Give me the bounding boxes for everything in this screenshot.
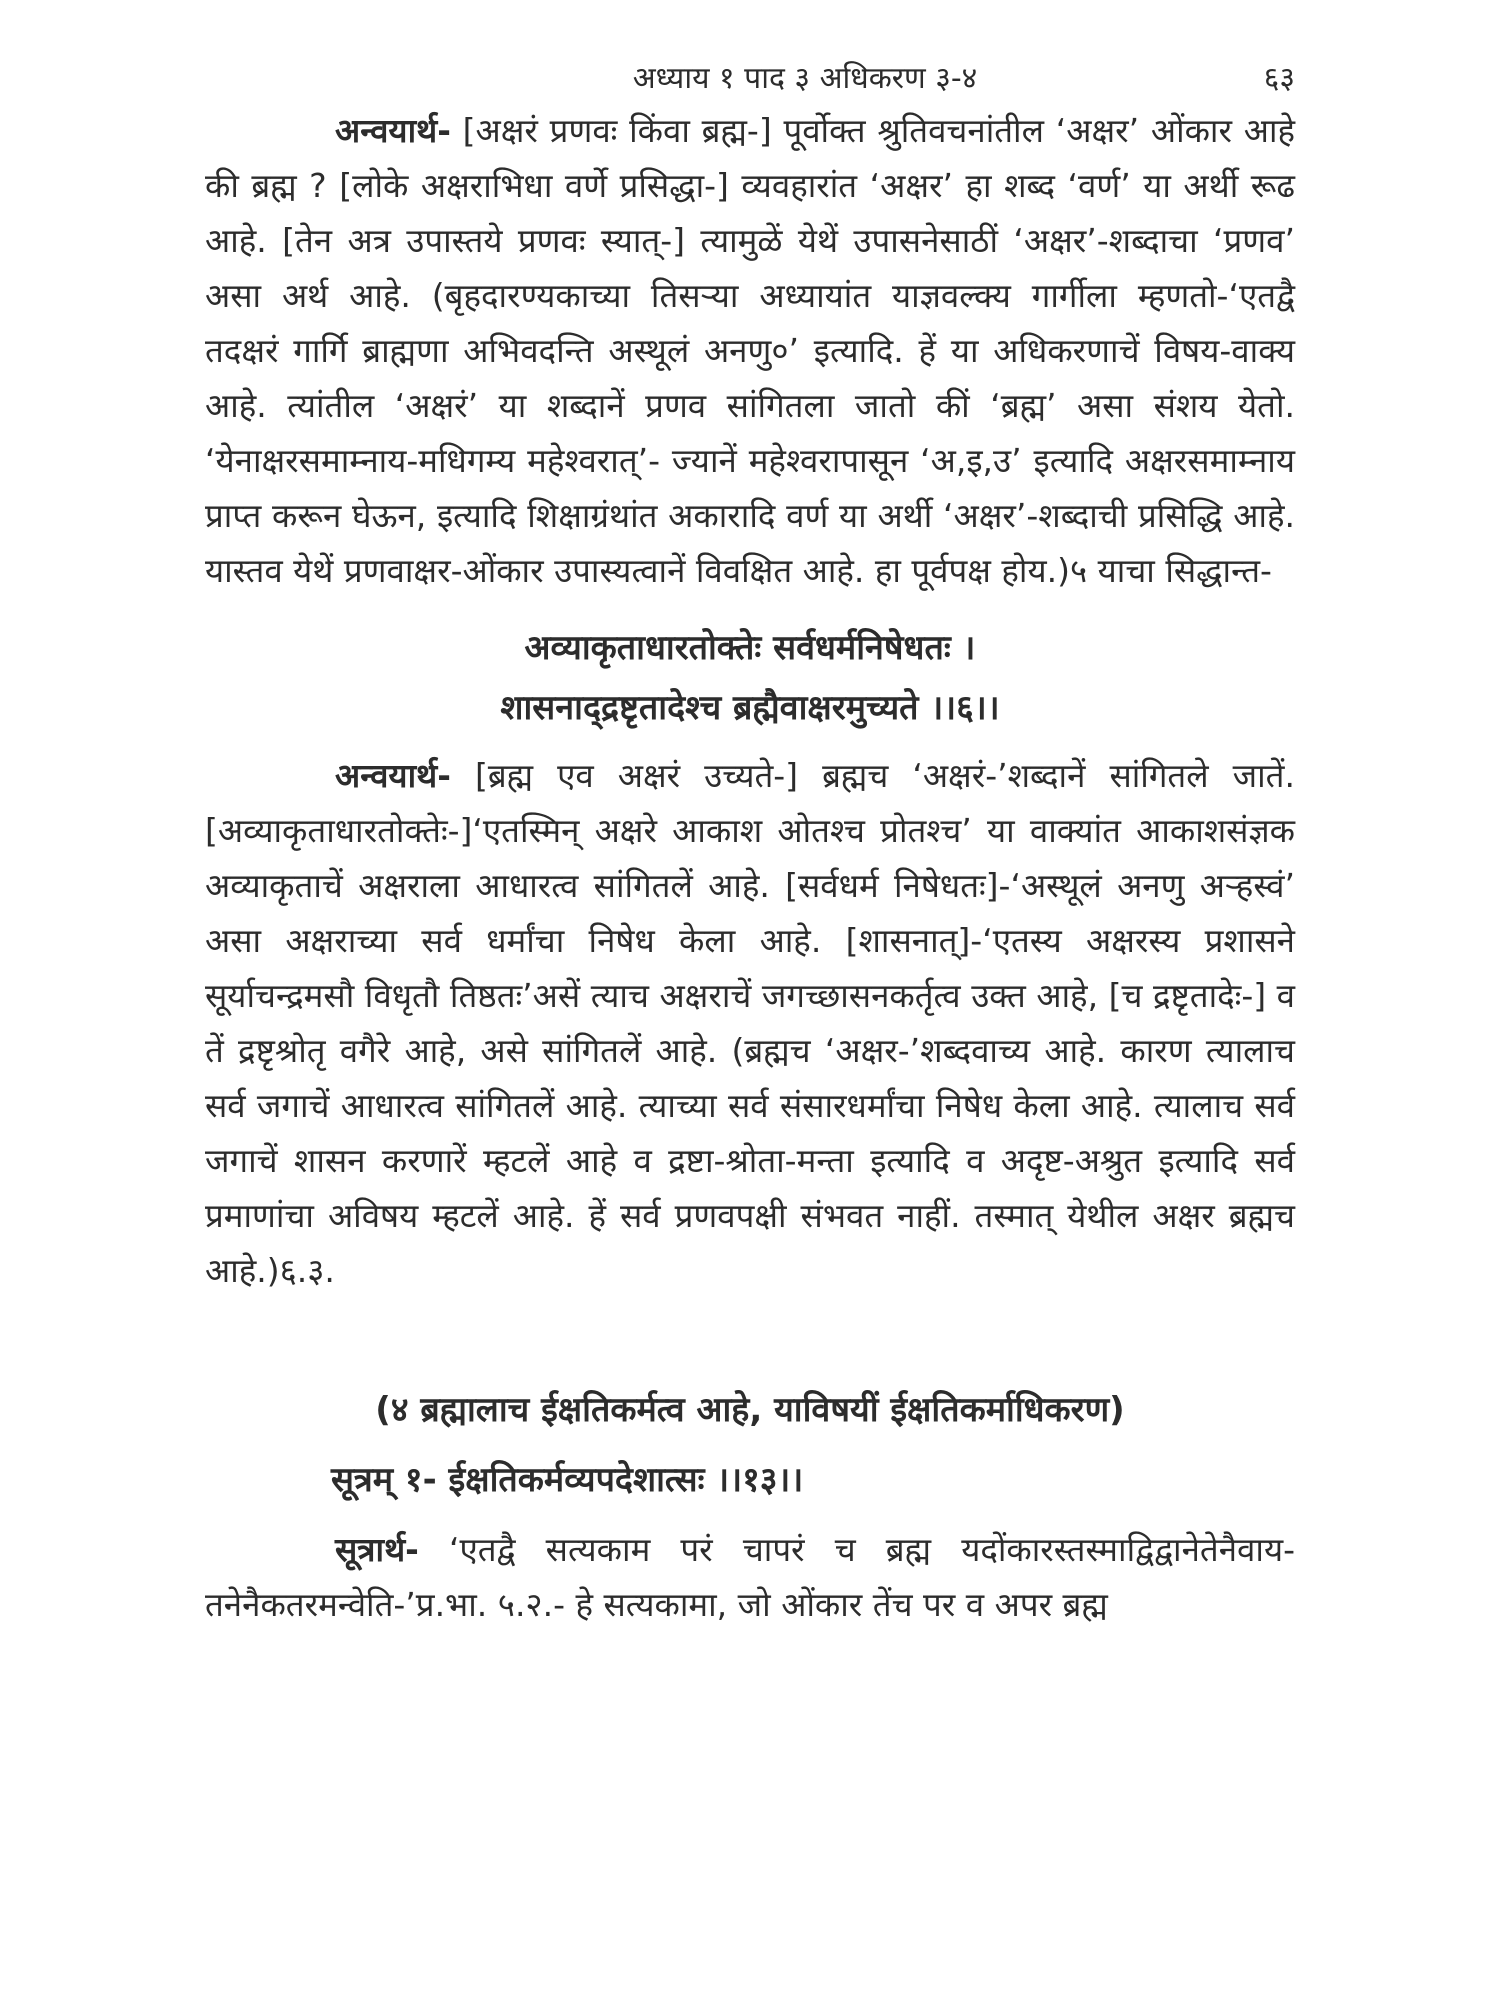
page-number: ६३ bbox=[1263, 61, 1295, 96]
sutra-line: सूत्रम् १- ईक्षतिकर्मव्यपदेशात्सः ।।१३।। bbox=[331, 1460, 804, 1500]
paragraph-text: ‘एतद्वै सत्यकाम परं चापरं च ब्रह्म यदोंकारस्तस्माद्विद्वानेतेनैवाय-तनेनैकतरमन्वेति-’प्र.भा. ५.२.- हे सत्यकामा, जो ओंकार तेंच पर व अपर ब्रह्म bbox=[205, 1530, 1295, 1624]
running-head: अध्याय १ पाद ३ अधिकरण ३-४ bbox=[632, 61, 978, 96]
paragraph-lead: सूत्रार्थ- bbox=[335, 1530, 419, 1569]
paragraph-sutrartha bbox=[205, 1522, 1295, 1632]
section-heading: (४ ब्रह्मालाच ईक्षतिकर्मत्व आहे, याविषयीं ईक्षतिकर्माधिकरण) bbox=[375, 1390, 1125, 1430]
paragraph-anvayartha-1 bbox=[205, 103, 1295, 598]
verse-line-2: शासनाद्द्रष्टृतादेश्च ब्रह्मैवाक्षरमुच्यते ।।६।। bbox=[500, 688, 1000, 728]
paragraph-text: [अक्षरं प्रणवः किंवा ब्रह्म-] पूर्वोक्त श्रुतिवचनांतील ‘अक्षर’ ओंकार आहे की ब्रह्म ? [लोके अक्षराभिधा वर्णे प्रसिद्धा-] व्यवहारांत ‘अक्षर’ हा शब्द ‘वर्ण’ या अर्थी रूढ आहे. [तेन अत्र उपास्तये प्रणवः स्यात्-] त्यामुळें येथें उपासनेसाठीं ‘अक्षर’-शब्दाचा ‘प्रणव’ असा अर्थ आहे. (बृहदारण्यकाच्या तिसऱ्या अध्यायांत याज्ञवल्क्य गार्गीला म्हणतो-‘एतद्वै तदक्षरं गार्गि ब्राह्मणा अभिवदन्ति अस्थूलं अनणु०’ इत्यादि. हें या अधिकरणाचें विषय-वाक्य आहे. त्यांतील ‘अक्षरं’ या शब्दानें प्रणव सांगितला जातो कीं ‘ब्रह्म’ असा संशय येतो. ‘येनाक्षरसमाम्नाय-मधिगम्य महेश्वरात्’- ज्यानें महेश्वरापासून ‘अ,इ,उ’ इत्यादि अक्षरसमाम्नाय प्राप्त करून घेऊन, इत्यादि शिक्षाग्रंथांत अकारादि वर्ण या अर्थी ‘अक्षर’-शब्दाची प्रसिद्धि आहे. यास्तव येथें प्रणवाक्षर-ओंकार उपास्यत्वानें विवक्षित आहे. हा पूर्वपक्ष होय.)५ याचा सिद्धान्त- bbox=[205, 111, 1295, 590]
verse-block bbox=[205, 618, 1295, 738]
paragraph-lead: अन्वयार्थ- bbox=[335, 756, 451, 795]
paragraph-text: [ब्रह्म एव अक्षरं उच्यते-] ब्रह्मच ‘अक्षरं-’शब्दानें सांगितले जातें. [अव्याकृताधारतोक्तेः-]‘एतस्मिन् अक्षरे आकाश ओतश्च प्रोतश्च’ या वाक्यांत आकाशसंज्ञक अव्याकृताचें अक्षराला आधारत्व सांगितलें आहे. [सर्वधर्म निषेधतः]-‘अस्थूलं अनणु अऱ्हस्वं’ असा अक्षराच्या सर्व धर्मांचा निषेध केला आहे. [शासनात्]-‘एतस्य अक्षरस्य प्रशासने सूर्याचन्द्रमसौ विधृतौ तिष्ठतः’असें त्याच अक्षराचें जगच्छासनकर्तृत्व उक्त आहे, [च द्रष्टृतादेः-] व तें द्रष्टृश्रोतृ वगैरे आहे, असे सांगितलें आहे. (ब्रह्मच ‘अक्षर-’शब्दवाच्य आहे. कारण त्यालाच सर्व जगाचें आधारत्व सांगितलें आहे. त्याच्या सर्व संसारधर्मांचा निषेध केला आहे. त्यालाच सर्व जगाचें शासन करणारें म्हटलें आहे व द्रष्टा-श्रोता-मन्ता इत्यादि व अदृष्ट-अश्रुत इत्यादि सर्व प्रमाणांचा अविषय म्हटलें आहे. हें सर्व प्रणवपक्षी संभवत नाहीं. तस्मात् येथील अक्षर ब्रह्मच आहे.)६.३. bbox=[205, 756, 1295, 1290]
paragraph-lead: अन्वयार्थ- bbox=[335, 111, 451, 150]
verse-line-1: अव्याकृताधारतोक्तेः सर्वधर्मनिषेधतः । bbox=[524, 628, 976, 668]
paragraph-anvayartha-2 bbox=[205, 748, 1295, 1298]
page-header bbox=[205, 55, 1295, 103]
